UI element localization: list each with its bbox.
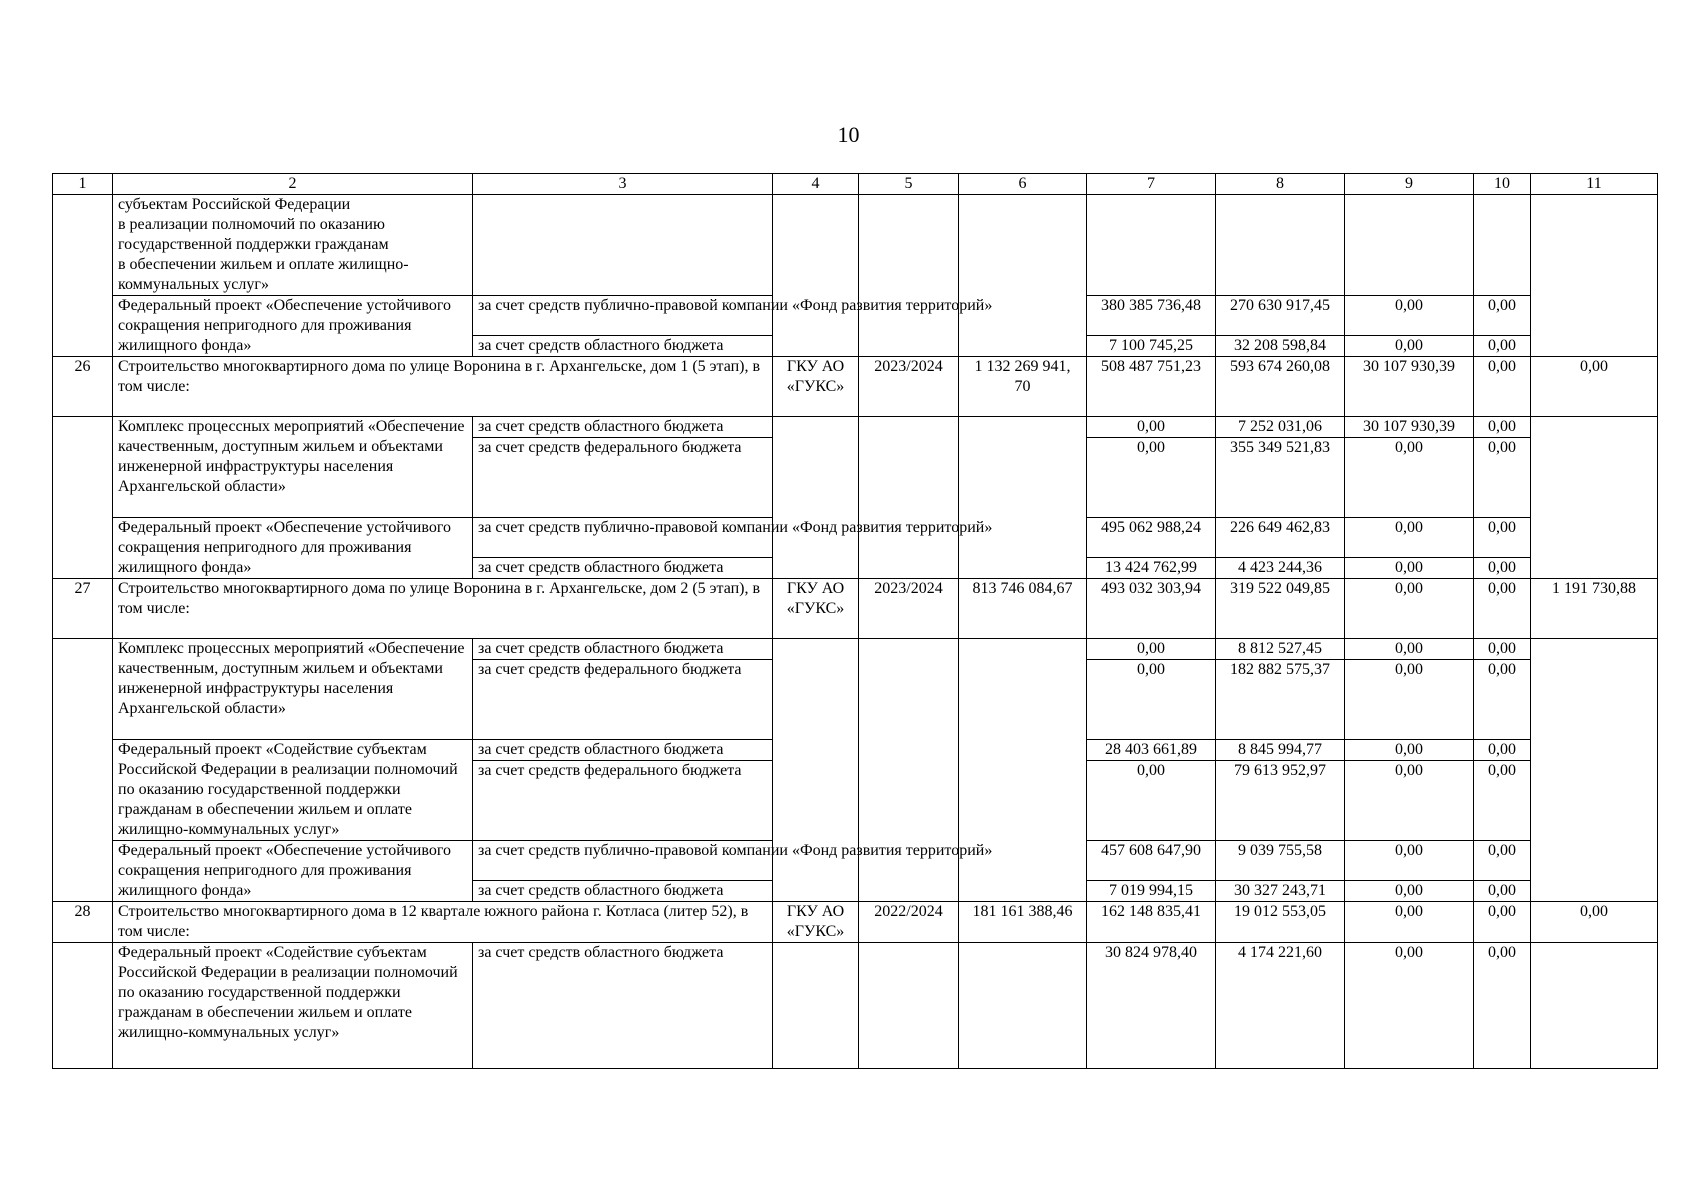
value-cell: 0,00 [1087, 417, 1216, 438]
col-header: 10 [1474, 174, 1531, 195]
value-cell: 355 349 521,83 [1216, 438, 1345, 518]
col-header: 9 [1345, 174, 1474, 195]
value-cell: 30 107 930,39 [1345, 357, 1474, 417]
value-cell: 0,00 [1345, 761, 1474, 841]
total-cost: 181 161 388,46 [959, 902, 1087, 943]
value-cell: 0,00 [1474, 881, 1531, 902]
value-cell: 495 062 988,24 [1087, 518, 1216, 558]
funding-source: за счет средств публично-правовой компании «Фонд развития территорий» [473, 296, 773, 336]
funding-source: за счет средств федерального бюджета [473, 761, 773, 841]
value-cell: 508 487 751,23 [1087, 357, 1216, 417]
value-cell: 7 252 031,06 [1216, 417, 1345, 438]
row-number: 28 [53, 902, 113, 943]
value-cell: 8 845 994,77 [1216, 740, 1345, 761]
value-cell: 0,00 [1087, 660, 1216, 740]
value-cell: 0,00 [1474, 438, 1531, 518]
project-name: Федеральный проект «Обеспечение устойчивого сокращения непригодного для проживания жилищного фонда» [113, 841, 473, 902]
value-cell: 0,00 [1345, 943, 1474, 1069]
header-row [53, 174, 1658, 195]
value-cell: 0,00 [1474, 579, 1531, 639]
value-cell: 0,00 [1087, 438, 1216, 518]
value-cell: 0,00 [1345, 558, 1474, 579]
value-cell: 1 191 730,88 [1531, 579, 1658, 639]
value-cell: 9 039 755,58 [1216, 841, 1345, 881]
value-cell: 380 385 736,48 [1087, 296, 1216, 336]
funding-source: за счет средств областного бюджета [473, 417, 773, 438]
value-cell: 0,00 [1087, 639, 1216, 660]
col-header: 4 [773, 174, 859, 195]
value-cell: 0,00 [1474, 740, 1531, 761]
value-cell: 0,00 [1345, 740, 1474, 761]
value-cell: 0,00 [1474, 417, 1531, 438]
years: 2023/2024 [859, 357, 959, 417]
value-cell: 162 148 835,41 [1087, 902, 1216, 943]
value-cell: 0,00 [1345, 579, 1474, 639]
years: 2022/2024 [859, 902, 959, 943]
value-cell: 0,00 [1474, 943, 1531, 1069]
col-header: 8 [1216, 174, 1345, 195]
value-cell: 0,00 [1474, 639, 1531, 660]
value-cell: 19 012 553,05 [1216, 902, 1345, 943]
value-cell: 0,00 [1531, 357, 1658, 417]
table-row [53, 902, 1658, 943]
table-row [53, 639, 1658, 660]
value-cell: 0,00 [1345, 902, 1474, 943]
value-cell: 493 032 303,94 [1087, 579, 1216, 639]
value-cell: 0,00 [1345, 841, 1474, 881]
cont-description: субъектам Российской Федерации в реализации полномочий по оказанию государственной поддержки гражданам в обеспечении жильем и оплате жилищно-коммунальных услуг» [113, 195, 473, 296]
funding-source: за счет средств федерального бюджета [473, 438, 773, 518]
project-name: Федеральный проект «Содействие субъектам Российской Федерации в реализации полномочий по оказанию государственной поддержки гражданам в обеспечении жильем и оплате жилищно-коммунальных услуг» [113, 943, 473, 1069]
value-cell: 0,00 [1345, 639, 1474, 660]
project-name: Комплекс процессных мероприятий «Обеспечение качественным, доступным жильем и объектами инженерной инфраструктуры населения Архангельской области» [113, 417, 473, 518]
col-header: 3 [473, 174, 773, 195]
funding-source: за счет средств областного бюджета [473, 740, 773, 761]
object-title: Строительство многоквартирного дома по улице Воронина в г. Архангельске, дом 2 (5 этап), в том числе: [113, 579, 773, 639]
value-cell: 0,00 [1345, 660, 1474, 740]
funding-source: за счет средств областного бюджета [473, 639, 773, 660]
table-row [53, 357, 1658, 417]
col-header: 7 [1087, 174, 1216, 195]
value-cell: 182 882 575,37 [1216, 660, 1345, 740]
value-cell: 0,00 [1345, 518, 1474, 558]
value-cell: 0,00 [1531, 902, 1658, 943]
funding-source: за счет средств публично-правовой компании «Фонд развития территорий» [473, 841, 773, 881]
col-header: 2 [113, 174, 473, 195]
value-cell: 7 100 745,25 [1087, 336, 1216, 357]
value-cell: 270 630 917,45 [1216, 296, 1345, 336]
value-cell: 30 107 930,39 [1345, 417, 1474, 438]
project-name: Федеральный проект «Содействие субъектам Российской Федерации в реализации полномочий по оказанию государственной поддержки гражданам в обеспечении жильем и оплате жилищно-коммунальных услуг» [113, 740, 473, 841]
funding-source: за счет средств областного бюджета [473, 881, 773, 902]
value-cell: 4 174 221,60 [1216, 943, 1345, 1069]
funding-source: за счет средств публично-правовой компании «Фонд развития территорий» [473, 518, 773, 558]
value-cell: 226 649 462,83 [1216, 518, 1345, 558]
table-row [53, 579, 1658, 639]
col-header: 6 [959, 174, 1087, 195]
value-cell: 0,00 [1474, 357, 1531, 417]
total-cost: 1 132 269 941, 70 [959, 357, 1087, 417]
project-name: Федеральный проект «Обеспечение устойчивого сокращения непригодного для проживания жилищного фонда» [113, 518, 473, 579]
table-row [53, 195, 1658, 296]
funding-source: за счет средств федерального бюджета [473, 660, 773, 740]
organization: ГКУ АО «ГУКС» [773, 579, 859, 639]
value-cell: 28 403 661,89 [1087, 740, 1216, 761]
value-cell: 0,00 [1474, 296, 1531, 336]
row-number: 27 [53, 579, 113, 639]
years: 2023/2024 [859, 579, 959, 639]
value-cell: 30 327 243,71 [1216, 881, 1345, 902]
value-cell: 79 613 952,97 [1216, 761, 1345, 841]
col-header: 11 [1531, 174, 1658, 195]
value-cell: 0,00 [1474, 841, 1531, 881]
value-cell: 0,00 [1474, 336, 1531, 357]
value-cell: 0,00 [1474, 518, 1531, 558]
value-cell: 0,00 [1474, 761, 1531, 841]
value-cell: 4 423 244,36 [1216, 558, 1345, 579]
value-cell: 30 824 978,40 [1087, 943, 1216, 1069]
organization: ГКУ АО «ГУКС» [773, 357, 859, 417]
funding-source: за счет средств областного бюджета [473, 336, 773, 357]
value-cell: 319 522 049,85 [1216, 579, 1345, 639]
object-title: Строительство многоквартирного дома по улице Воронина в г. Архангельске, дом 1 (5 этап), в том числе: [113, 357, 773, 417]
total-cost: 813 746 084,67 [959, 579, 1087, 639]
col-header: 5 [859, 174, 959, 195]
value-cell: 0,00 [1474, 902, 1531, 943]
col-header: 1 [53, 174, 113, 195]
value-cell: 0,00 [1345, 336, 1474, 357]
project-name: Комплекс процессных мероприятий «Обеспечение качественным, доступным жильем и объектами инженерной инфраструктуры населения Архангельской области» [113, 639, 473, 740]
value-cell: 0,00 [1474, 660, 1531, 740]
organization: ГКУ АО «ГУКС» [773, 902, 859, 943]
value-cell: 0,00 [1474, 558, 1531, 579]
value-cell: 0,00 [1087, 761, 1216, 841]
value-cell: 8 812 527,45 [1216, 639, 1345, 660]
value-cell: 0,00 [1345, 881, 1474, 902]
value-cell: 593 674 260,08 [1216, 357, 1345, 417]
row-number: 26 [53, 357, 113, 417]
funding-source: за счет средств областного бюджета [473, 558, 773, 579]
project-name: Федеральный проект «Обеспечение устойчивого сокращения непригодного для проживания жилищного фонда» [113, 296, 473, 357]
table-row [53, 943, 1658, 1069]
funding-source: за счет средств областного бюджета [473, 943, 773, 1069]
value-cell: 13 424 762,99 [1087, 558, 1216, 579]
value-cell: 457 608 647,90 [1087, 841, 1216, 881]
table-row [53, 417, 1658, 438]
object-title: Строительство многоквартирного дома в 12 квартале южного района г. Котласа (литер 52), в том числе: [113, 902, 773, 943]
page-number: 10 [837, 122, 860, 147]
value-cell: 7 019 994,15 [1087, 881, 1216, 902]
value-cell: 32 208 598,84 [1216, 336, 1345, 357]
value-cell: 0,00 [1345, 296, 1474, 336]
budget-table [52, 173, 1658, 1069]
value-cell: 0,00 [1345, 438, 1474, 518]
